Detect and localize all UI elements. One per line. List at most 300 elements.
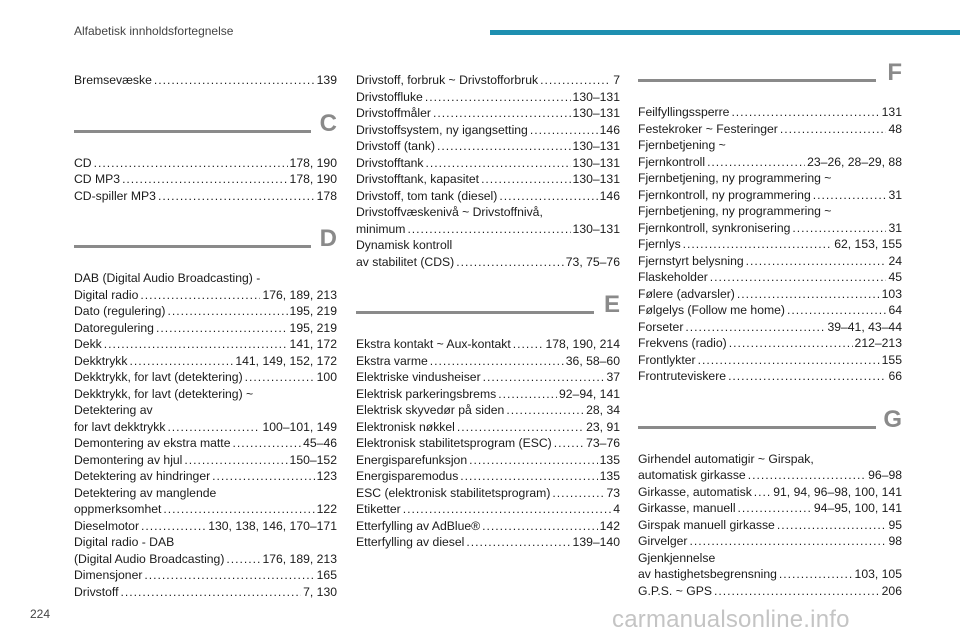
entries-d (74, 270, 337, 600)
section-letter: F (887, 59, 902, 86)
section-letter: E (603, 291, 620, 318)
dot-leader (554, 435, 584, 452)
index-entry[interactable] (74, 353, 337, 370)
index-entry[interactable] (356, 122, 620, 139)
index-entry-row (356, 72, 620, 89)
index-entry-pages[interactable]: 36, 58–60 (565, 353, 620, 368)
page-number: 224 (30, 607, 51, 621)
index-entry-label: Digital radio (74, 287, 139, 302)
entries-f (638, 104, 902, 385)
index-entry-line: Dynamisk kontroll (356, 238, 453, 252)
index-entry-label: Bremsevæske (74, 73, 152, 87)
index-entry[interactable] (356, 402, 620, 419)
index-entry-row (638, 467, 902, 484)
index-entry-label: av stabilitet (CDS) (356, 254, 455, 269)
index-entry-label: av hastighetsbegrensning (638, 567, 777, 581)
index-entry-label: Datoregulering (74, 320, 154, 335)
index-entry-label: Dekktrykk (74, 353, 128, 368)
index-entry-pages[interactable]: 48 (888, 121, 902, 136)
index-entry[interactable] (356, 353, 620, 370)
index-entry[interactable] (356, 485, 620, 502)
index-entry-pages[interactable]: 130, 138, 146, 170–171 (208, 518, 337, 533)
section-header-g (638, 405, 902, 439)
index-entry-row (638, 583, 902, 600)
dot-leader (163, 501, 314, 518)
dot-leader (689, 533, 886, 550)
index-entry-row (638, 121, 902, 138)
index-entry-line: Girhendel automatigir ~ Girspak, (638, 451, 814, 466)
index-entry-label: Elektronisk nøkkel (356, 419, 455, 434)
index-entry-row (74, 72, 337, 89)
dot-leader (530, 122, 598, 139)
index-column-2 (356, 72, 620, 551)
index-entry-label: Etiketter (356, 502, 401, 516)
dot-leader (499, 188, 597, 205)
index-entry[interactable] (638, 170, 902, 203)
index-entry[interactable] (638, 368, 902, 385)
section-header-e (356, 290, 620, 324)
index-entry[interactable] (638, 269, 902, 286)
index-entry-label: Flaskeholder (638, 270, 708, 284)
index-entry-pages[interactable]: 73 (606, 485, 620, 500)
index-entry-pages[interactable]: 178, 190 (289, 155, 337, 170)
index-entry-row (356, 353, 620, 370)
index-entry[interactable] (638, 236, 902, 253)
dot-leader (683, 236, 833, 253)
index-entry[interactable] (74, 534, 337, 567)
index-entry[interactable] (638, 286, 902, 303)
index-entry-pages[interactable]: 94–95, 100, 141 (813, 501, 902, 515)
index-entry-row (74, 353, 337, 370)
index-entry-pages[interactable]: 23–26, 28–29, 88 (807, 154, 902, 169)
index-entry-pages[interactable]: 7 (613, 73, 620, 87)
index-entry-pages[interactable]: 146 (599, 122, 620, 137)
index-entry[interactable] (74, 72, 337, 89)
index-entry-label: Drivstoff (tank) (356, 139, 436, 153)
dot-leader (184, 452, 287, 469)
index-entry-pages[interactable]: 178 (316, 188, 337, 203)
index-entry-label: (Digital Audio Broadcasting) (74, 551, 225, 566)
dot-leader (460, 468, 597, 485)
index-entry-row (74, 171, 337, 188)
index-entry-pages[interactable]: 24 (888, 253, 902, 268)
index-entry-pages[interactable]: 178, 190, 214 (545, 337, 620, 351)
index-entry-row (356, 89, 620, 106)
index-entry[interactable] (638, 137, 902, 170)
index-entry[interactable] (356, 89, 620, 106)
index-entry[interactable] (74, 369, 337, 386)
index-entry[interactable] (638, 352, 902, 369)
index-entry-label: CD (74, 155, 92, 170)
index-entry-pages[interactable]: 155 (881, 352, 902, 367)
index-entry-label: CD-spiller MP3 (74, 188, 156, 203)
index-entry-pages[interactable]: 195, 219 (289, 304, 337, 318)
index-entry-pages[interactable]: 130–131 (572, 106, 620, 120)
index-entry-row (74, 155, 337, 172)
index-entry-label: Energisparefunksjon (356, 452, 468, 467)
index-entry-label: Etterfylling av diesel (356, 535, 465, 549)
index-entry-row (74, 501, 337, 518)
index-entry-row (638, 154, 902, 171)
index-entry-pages[interactable]: 45 (888, 270, 902, 284)
index-entry-label: Demontering av ekstra matte (74, 436, 231, 450)
index-entry-label: Drivstoff (74, 584, 119, 599)
index-entry-pages[interactable]: 28, 34 (586, 403, 620, 417)
entries-b (74, 72, 337, 89)
index-entry-row (74, 336, 337, 353)
index-entry-pages[interactable]: 31 (888, 220, 902, 235)
index-entry-pages[interactable]: 142 (599, 518, 620, 533)
index-entry-pages[interactable]: 96–98 (868, 468, 902, 482)
index-entry-pages[interactable]: 100–101, 149 (262, 419, 337, 434)
index-entry[interactable] (356, 171, 620, 188)
index-entry[interactable] (638, 104, 902, 121)
dot-leader (167, 303, 287, 320)
index-entry[interactable] (74, 435, 337, 452)
index-entry[interactable] (74, 270, 337, 303)
index-entry-pages[interactable]: 130–131 (572, 172, 620, 186)
dot-leader (792, 220, 886, 237)
index-entry-label: Drivstofftank, kapasitet (356, 172, 480, 186)
index-entry-pages[interactable]: 92–94, 141 (559, 386, 620, 401)
index-entry[interactable] (356, 138, 620, 155)
index-entry-pages[interactable]: 176, 189, 213 (262, 287, 337, 302)
index-entry[interactable] (356, 435, 620, 452)
dot-leader (426, 155, 571, 172)
index-entry-label: Ekstra kontakt ~ Aux-kontakt (356, 337, 511, 351)
index-entry[interactable] (356, 188, 620, 205)
section-divider (356, 311, 594, 314)
index-entry[interactable] (74, 468, 337, 485)
index-entry[interactable] (356, 237, 620, 270)
dot-leader (813, 187, 887, 204)
index-entry[interactable] (74, 485, 337, 518)
index-entry[interactable] (356, 336, 620, 353)
section-letter: D (319, 225, 337, 252)
index-entry[interactable] (638, 253, 902, 270)
index-entry[interactable] (638, 451, 902, 484)
index-entry-pages[interactable]: 103 (881, 286, 902, 301)
index-entry[interactable] (356, 534, 620, 551)
index-entry-label: Festekroker ~ Festeringer (638, 121, 778, 136)
index-entry-line: Digital radio - DAB (74, 535, 175, 549)
index-entry-row (638, 187, 902, 204)
index-entry-row (356, 105, 620, 122)
dot-leader (407, 221, 570, 238)
dot-leader (748, 467, 866, 484)
dot-leader (456, 254, 564, 271)
index-entry-row (638, 335, 902, 352)
index-entry[interactable] (74, 155, 337, 172)
index-entry-row (356, 534, 620, 551)
dot-leader (540, 72, 611, 89)
index-entry[interactable] (74, 188, 337, 205)
index-entry-line: Drivstoffvæskenivå ~ Drivstoffnivå, (356, 205, 543, 219)
index-entry-line: Dekktrykk, for lavt (detektering) ~ (74, 386, 254, 401)
index-entry[interactable] (356, 518, 620, 535)
index-entry-pages[interactable]: 95 (888, 517, 902, 532)
dot-leader (104, 336, 288, 353)
index-entry-row (638, 302, 902, 319)
index-entry[interactable] (356, 452, 620, 469)
index-entry-row (638, 286, 902, 303)
index-entry-row (638, 236, 902, 253)
dot-leader (457, 419, 584, 436)
index-entry-row (74, 584, 337, 601)
index-entry-row (356, 138, 620, 155)
index-entry-label: Drivstoffsystem, ny igangsetting (356, 122, 528, 137)
index-entry-label: Drivstoffmåler (356, 106, 431, 120)
dot-leader (483, 369, 605, 386)
index-entry-row (638, 368, 902, 385)
index-entry-pages[interactable]: 7, 130 (303, 584, 337, 599)
index-entry-pages[interactable]: 150–152 (289, 452, 337, 467)
index-entry-row (356, 336, 620, 353)
index-entry-pages[interactable]: 131 (881, 105, 902, 119)
dot-leader (433, 105, 571, 122)
index-entry-row (638, 220, 902, 237)
dot-leader (746, 253, 887, 270)
index-entry-pages[interactable]: 146 (599, 188, 620, 203)
index-entry-label: Drivstofftank (356, 155, 424, 170)
index-entry[interactable] (638, 583, 902, 600)
entries-c (74, 155, 337, 205)
dot-leader (245, 369, 315, 386)
index-entry-label: Energisparemodus (356, 469, 459, 483)
index-column-3 (638, 58, 902, 599)
index-entry-pages[interactable]: 141, 172 (289, 337, 337, 351)
index-entry-pages[interactable]: 130–131 (572, 139, 620, 153)
dot-leader (737, 286, 880, 303)
index-entry[interactable] (356, 369, 620, 386)
header-accent-bar (490, 30, 960, 35)
index-entry-label: Fjernkontroll, synkronisering (638, 220, 791, 235)
index-entry-row (74, 320, 337, 337)
index-entry[interactable] (638, 335, 902, 352)
index-entry-pages[interactable]: 73–76 (586, 436, 620, 450)
index-entry-row (356, 254, 620, 271)
dot-leader (156, 320, 288, 337)
index-entry[interactable] (74, 452, 337, 469)
index-entry-pages[interactable]: 176, 189, 213 (262, 551, 337, 566)
index-entry-pages[interactable]: 73, 75–76 (565, 254, 620, 269)
index-entry-pages[interactable]: 130–131 (572, 155, 620, 170)
index-entry-pages[interactable]: 39–41, 43–44 (827, 319, 902, 334)
index-entry[interactable] (638, 121, 902, 138)
index-entry-row (74, 419, 337, 436)
index-entry[interactable] (638, 533, 902, 550)
index-entry-label: automatisk girkasse (638, 468, 746, 482)
index-entry-label: Feilfyllingssperre (638, 105, 730, 119)
index-entry[interactable] (356, 468, 620, 485)
index-entry-pages[interactable]: 178, 190 (289, 172, 337, 186)
index-entry-label: Fjernkontroll (638, 154, 706, 169)
index-entry[interactable] (74, 303, 337, 320)
dot-leader (777, 517, 887, 534)
page-header-title: Alfabetisk innholdsfortegnelse (74, 24, 234, 38)
index-entry-row (74, 303, 337, 320)
index-entry-pages[interactable]: 135 (599, 469, 620, 483)
index-entry-row (356, 501, 620, 518)
index-entry-pages[interactable]: 91, 94, 96–98, 100, 141 (773, 484, 902, 499)
section-header-d (74, 224, 337, 258)
index-entry[interactable] (638, 302, 902, 319)
index-entry[interactable] (638, 517, 902, 534)
section-letter: C (319, 109, 337, 137)
index-entry-pages[interactable]: 139–140 (572, 535, 620, 549)
index-entry[interactable] (74, 336, 337, 353)
section-divider (74, 245, 311, 248)
dot-leader (729, 335, 853, 352)
index-entry-line: Detektering av (74, 403, 153, 417)
index-entry-pages[interactable]: 100 (316, 370, 337, 384)
index-entry[interactable] (638, 203, 902, 236)
index-entry-pages[interactable]: 130–131 (572, 89, 620, 104)
index-entry-row (638, 533, 902, 550)
index-entry-label: minimum (356, 221, 406, 236)
dot-leader (141, 518, 206, 535)
index-entry-line: Gjenkjennelse (638, 550, 716, 565)
index-entry-line: Detektering av manglende (74, 485, 217, 500)
dot-leader (154, 72, 315, 89)
index-entry-pages[interactable]: 123 (316, 469, 337, 483)
index-entry-label: Elektrisk parkeringsbrems (356, 386, 497, 401)
index-entry-label: Elektrisk skyvedør på siden (356, 403, 505, 417)
index-entry-row (638, 319, 902, 336)
dot-leader (140, 287, 260, 304)
index-entry-pages[interactable]: 103, 105 (854, 567, 902, 581)
index-entry-row (74, 188, 337, 205)
index-entry-pages[interactable]: 4 (613, 502, 620, 516)
index-entry-row (74, 518, 337, 535)
entries-g (638, 451, 902, 600)
index-entry-row (74, 287, 337, 304)
index-entry-row (356, 221, 620, 238)
index-entry-label: Girvelger (638, 534, 688, 548)
dot-leader (698, 352, 880, 369)
index-entry-label: Drivstoff, forbruk ~ Drivstofforbruk (356, 73, 539, 87)
entries-e (356, 336, 620, 551)
index-entry[interactable] (638, 484, 902, 501)
index-entry-row (356, 452, 620, 469)
index-entry-row (638, 500, 902, 517)
index-entry[interactable] (638, 500, 902, 517)
index-entry-label: G.P.S. ~ GPS (638, 583, 712, 598)
index-entry[interactable] (356, 72, 620, 89)
dot-leader (122, 171, 287, 188)
index-entry-pages[interactable]: 62, 153, 155 (834, 237, 902, 251)
index-entry-pages[interactable]: 135 (599, 452, 620, 467)
dot-leader (226, 551, 260, 568)
index-entry-row (74, 452, 337, 469)
index-entry[interactable] (638, 319, 902, 336)
index-entry[interactable] (74, 171, 337, 188)
index-entry[interactable] (74, 567, 337, 584)
index-entry-pages[interactable]: 139 (316, 73, 337, 87)
index-entry-row (356, 122, 620, 139)
dot-leader (403, 501, 612, 518)
index-entry-pages[interactable]: 212–213 (854, 336, 902, 350)
dot-leader (754, 484, 771, 501)
index-entry[interactable] (74, 584, 337, 601)
index-entry-pages[interactable]: 23, 91 (586, 419, 620, 434)
index-entry[interactable] (356, 419, 620, 436)
index-entry[interactable] (74, 518, 337, 535)
index-entry-pages[interactable]: 37 (606, 370, 620, 384)
index-entry-label: Etterfylling av AdBlue® (356, 518, 481, 533)
index-entry-label: Girkasse, automatisk (638, 484, 752, 499)
index-entry[interactable] (356, 105, 620, 122)
section-header-c (74, 109, 337, 143)
index-entry-pages[interactable]: 122 (316, 502, 337, 516)
index-entry-label: Dekk (74, 337, 102, 351)
index-entry-pages[interactable]: 31 (888, 187, 902, 202)
dot-leader (513, 336, 544, 353)
index-entry-line: DAB (Digital Audio Broadcasting) - (74, 271, 261, 285)
index-entry[interactable] (638, 550, 902, 583)
index-entry-row (74, 567, 337, 584)
index-entry[interactable] (356, 501, 620, 518)
index-entry-pages[interactable]: 195, 219 (289, 320, 337, 335)
index-entry-pages[interactable]: 206 (881, 583, 902, 598)
dot-leader (552, 485, 604, 502)
index-entry-label: Følere (advarsler) (638, 286, 735, 301)
index-entry[interactable] (356, 386, 620, 403)
index-entry[interactable] (356, 155, 620, 172)
index-entry-row (74, 468, 337, 485)
index-entry-label: Elektriske vindusheiser (356, 370, 481, 384)
index-entry-row (638, 104, 902, 121)
dot-leader (498, 386, 557, 403)
index-entry-row (356, 386, 620, 403)
index-entry-pages[interactable]: 98 (888, 534, 902, 548)
index-entry-label: Frekvens (radio) (638, 336, 727, 350)
index-entry-label: ESC (elektronisk stabilitetsprogram) (356, 485, 551, 500)
index-entry-row (356, 419, 620, 436)
dot-leader (430, 353, 564, 370)
index-entry-label: Girspak manuell girkasse (638, 517, 775, 532)
dot-leader (212, 468, 314, 485)
index-entry-row (356, 155, 620, 172)
index-entry[interactable] (74, 320, 337, 337)
index-entry-pages[interactable]: 165 (316, 568, 337, 582)
index-entry-row (356, 369, 620, 386)
dot-leader (481, 171, 570, 188)
dot-leader (94, 155, 288, 172)
index-entry-row (74, 551, 337, 568)
dot-leader (728, 368, 886, 385)
index-entry-pages[interactable]: 130–131 (572, 221, 620, 236)
dot-leader (738, 500, 812, 517)
index-entry-label: Drivstoffluke (356, 89, 423, 104)
section-divider (74, 130, 311, 133)
dot-leader (120, 584, 301, 601)
index-entry-pages[interactable]: 66 (888, 369, 902, 383)
section-divider (638, 79, 876, 82)
index-entry-label: Ekstra varme (356, 353, 428, 368)
index-entry[interactable] (74, 386, 337, 436)
index-entry-label: Dato (regulering) (74, 304, 166, 318)
index-entry-pages[interactable]: 141, 149, 152, 172 (235, 353, 337, 368)
dot-leader (158, 188, 315, 205)
index-entry-label: Dieselmotor (74, 518, 140, 533)
index-entry[interactable] (356, 204, 620, 237)
index-entry-line: Fjernbetjening, ny programmering ~ (638, 171, 832, 185)
index-entry-pages[interactable]: 45–46 (303, 436, 337, 450)
index-entry-line: Fjernbetjening, ny programmering ~ (638, 204, 832, 218)
index-entry-pages[interactable]: 64 (888, 303, 902, 317)
index-entry-label: Fjernstyrt belysning (638, 253, 744, 268)
